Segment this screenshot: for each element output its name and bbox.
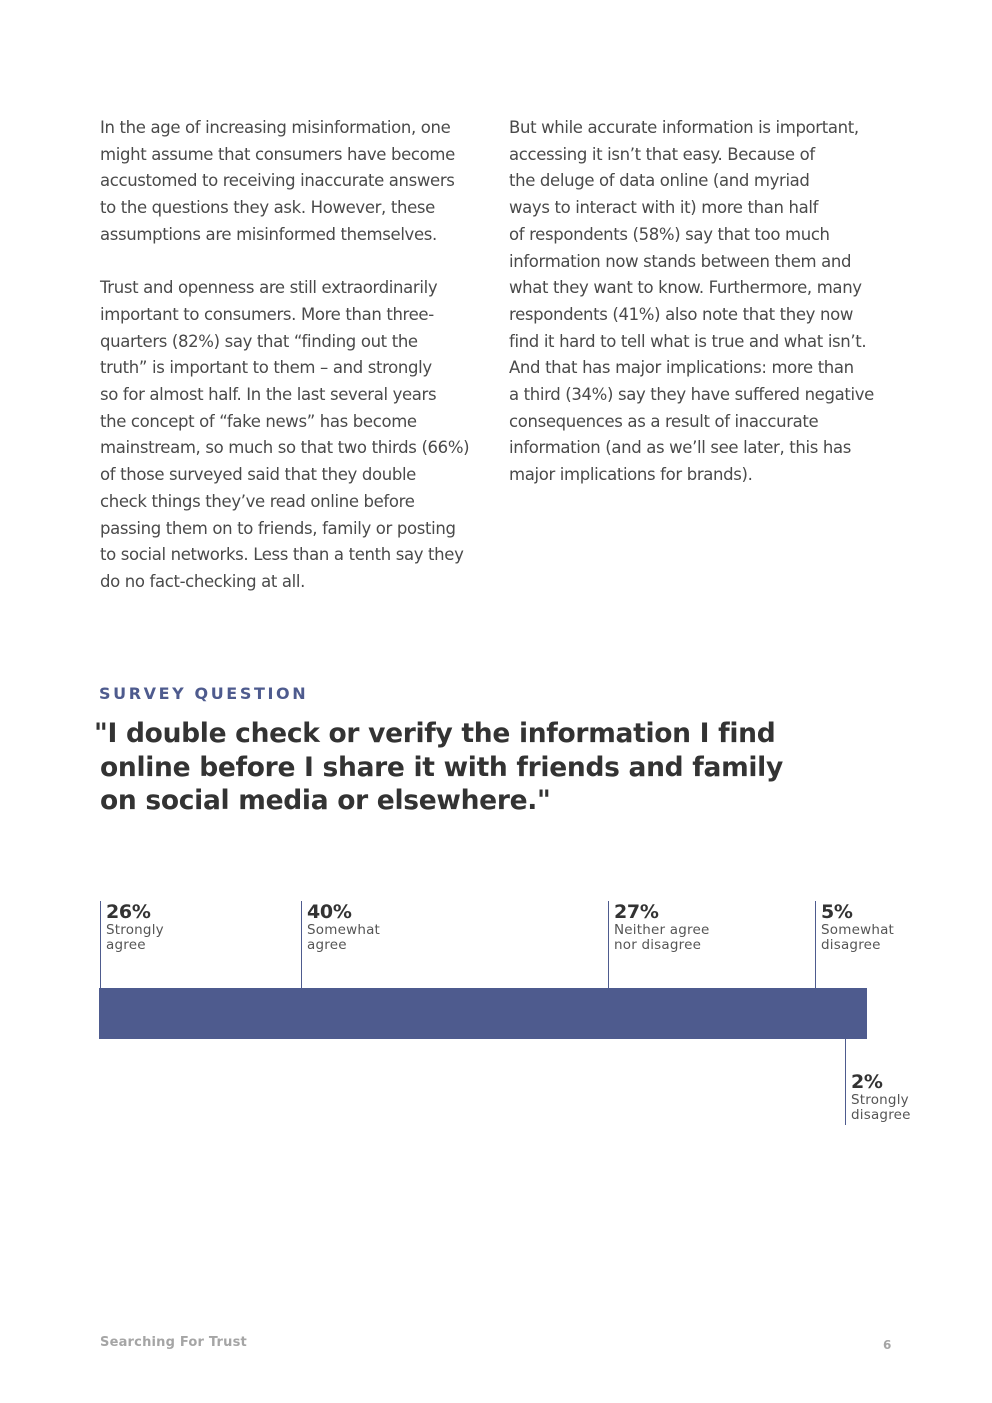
survey-question-label: SURVEY QUESTION [99, 684, 309, 703]
survey-question-text [94, 717, 814, 818]
body-text-line: passing them on to friends, family or posting [100, 518, 456, 538]
segment-marker-line [608, 901, 609, 988]
segment-label [307, 901, 417, 953]
body-text-line: respondents (41%) also note that they now [509, 304, 853, 324]
body-text-line: the deluge of data online (and myriad [509, 171, 810, 191]
segment-category-label: Somewhat [821, 922, 895, 938]
body-text-line: assumptions are misinformed themselves. [100, 224, 437, 244]
body-right-column [509, 115, 904, 489]
stacked-response-bar [99, 988, 867, 1039]
body-text-line: information now stands between them and [509, 251, 852, 271]
body-text-line: of respondents (58%) say that too much [509, 224, 830, 244]
segment-category-label: Strongly [851, 1092, 909, 1108]
segment-label [851, 1071, 961, 1123]
body-paragraph [100, 275, 495, 595]
body-text-line: to social networks. Less than a tenth say they [100, 545, 464, 565]
body-text-line: information (and as we’ll see later, this has [509, 438, 851, 458]
footer-report-title: Searching For Trust [100, 1335, 247, 1350]
body-text-line: find it hard to tell what is true and what isn’t. [509, 331, 867, 351]
body-left-column [100, 115, 495, 596]
segment-value-label: 40% [307, 901, 352, 923]
segment-value-label: 27% [614, 901, 659, 923]
segment-value-label: 26% [106, 901, 151, 923]
segment-category-label: disagree [851, 1107, 911, 1123]
segment-label [106, 901, 216, 953]
body-text-line: a third (34%) say they have suffered negative [509, 385, 874, 405]
body-text-line: do no fact-checking at all. [100, 571, 305, 591]
body-text-line: ways to interact with it) more than half [509, 198, 819, 218]
segment-marker-line [845, 1039, 846, 1125]
body-text-line: might assume that consumers have become [100, 144, 455, 164]
segment-marker-line [815, 901, 816, 988]
question-line: "I double check or verify the information I find [94, 718, 776, 749]
segment-category-label: disagree [821, 937, 881, 953]
body-text-line: accessing it isn’t that easy. Because of [509, 144, 815, 164]
body-text-line: In the age of increasing misinformation, one [100, 118, 451, 137]
segment-value-label: 2% [851, 1071, 883, 1093]
body-text-line: Trust and openness are still extraordinarily [100, 278, 438, 298]
page-number: 6 [883, 1338, 892, 1352]
body-text-line: to the questions they ask. However, these [100, 198, 435, 218]
segment-label [614, 901, 724, 953]
body-text-line: consequences as a result of inaccurate [509, 411, 819, 431]
question-line: on social media or elsewhere." [100, 785, 551, 816]
segment-category-label: Neither agree [614, 922, 710, 938]
segment-category-label: agree [307, 937, 347, 953]
segment-category-label: nor disagree [614, 937, 702, 953]
body-text-line: And that has major implications: more than [509, 358, 854, 378]
body-paragraph [509, 115, 904, 489]
body-paragraph [100, 115, 495, 249]
body-text-line: so for almost half. In the last several years [100, 385, 437, 405]
body-text-line: But while accurate information is important, [509, 118, 859, 137]
segment-category-label: Somewhat [307, 922, 381, 938]
body-text-line: important to consumers. More than three- [100, 304, 434, 324]
question-line: online before I share it with friends and family [100, 751, 783, 783]
segment-category-label: agree [106, 937, 146, 953]
body-text-line: what they want to know. Furthermore, many [509, 278, 862, 298]
body-text-line: of those surveyed said that they double [100, 465, 416, 485]
body-text-line: major implications for brands). [509, 465, 753, 485]
body-text-line: mainstream, so much so that two thirds (66%) [100, 438, 470, 458]
segment-value-label: 5% [821, 901, 853, 923]
segment-marker-line [301, 901, 302, 988]
segment-category-label: Strongly [106, 922, 164, 938]
segment-marker-line [100, 901, 101, 988]
body-text-line: the concept of “fake news” has become [100, 411, 417, 431]
body-text-line: check things they’ve read online before [100, 491, 415, 511]
body-text-line: quarters (82%) say that “finding out the [100, 331, 418, 351]
body-text-line: truth” is important to them – and strongly [100, 358, 432, 378]
segment-label [821, 901, 931, 953]
body-text-line: accustomed to receiving inaccurate answers [100, 171, 455, 191]
